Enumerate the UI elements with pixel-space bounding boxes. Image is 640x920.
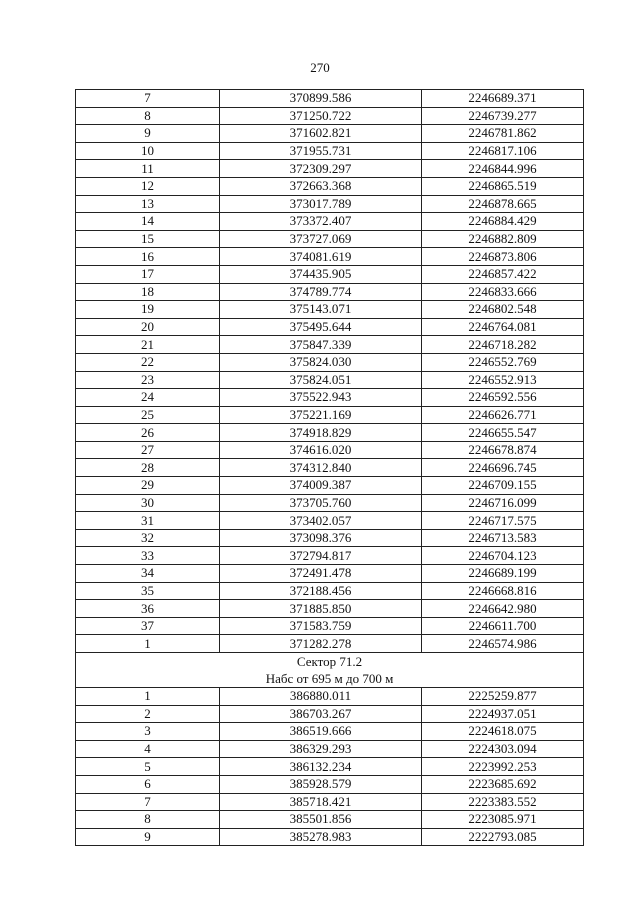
x-coordinate: 372188.456	[220, 582, 422, 600]
point-number: 17	[76, 265, 220, 283]
x-coordinate: 374789.774	[220, 283, 422, 301]
section-title-row	[76, 653, 584, 671]
y-coordinate: 2246574.986	[422, 635, 584, 653]
table-row	[76, 125, 584, 143]
x-coordinate: 373017.789	[220, 195, 422, 213]
table-row	[76, 828, 584, 846]
point-number: 4	[76, 740, 220, 758]
table-row	[76, 758, 584, 776]
table-row	[76, 283, 584, 301]
point-number: 9	[76, 125, 220, 143]
x-coordinate: 374009.387	[220, 477, 422, 495]
point-number: 32	[76, 529, 220, 547]
y-coordinate: 2224303.094	[422, 740, 584, 758]
x-coordinate: 372491.478	[220, 565, 422, 583]
table-row	[76, 740, 584, 758]
x-coordinate: 385928.579	[220, 775, 422, 793]
coordinates-table-part2	[76, 688, 584, 846]
y-coordinate: 2246642.980	[422, 600, 584, 618]
y-coordinate: 2223992.253	[422, 758, 584, 776]
point-number: 1	[76, 688, 220, 706]
y-coordinate: 2246865.519	[422, 177, 584, 195]
x-coordinate: 375143.071	[220, 301, 422, 319]
x-coordinate: 386519.666	[220, 723, 422, 741]
section-subtitle-row	[76, 670, 584, 688]
y-coordinate: 2223685.692	[422, 775, 584, 793]
table-row	[76, 529, 584, 547]
point-number: 15	[76, 230, 220, 248]
table-row	[76, 90, 584, 108]
table-row	[76, 301, 584, 319]
table-row	[76, 389, 584, 407]
y-coordinate: 2246884.429	[422, 213, 584, 231]
y-coordinate: 2246716.099	[422, 494, 584, 512]
table-row	[76, 635, 584, 653]
section-subtitle: Набс от 695 м до 700 м	[76, 670, 584, 688]
y-coordinate: 2246704.123	[422, 547, 584, 565]
y-coordinate: 2246873.806	[422, 248, 584, 266]
table-row	[76, 107, 584, 125]
section-title: Сектор 71.2	[76, 653, 584, 671]
x-coordinate: 386880.011	[220, 688, 422, 706]
point-number: 26	[76, 424, 220, 442]
y-coordinate: 2246817.106	[422, 142, 584, 160]
x-coordinate: 375221.169	[220, 406, 422, 424]
point-number: 2	[76, 705, 220, 723]
point-number: 37	[76, 617, 220, 635]
y-coordinate: 2225259.877	[422, 688, 584, 706]
x-coordinate: 373372.407	[220, 213, 422, 231]
x-coordinate: 371250.722	[220, 107, 422, 125]
point-number: 11	[76, 160, 220, 178]
point-number: 13	[76, 195, 220, 213]
y-coordinate: 2246739.277	[422, 107, 584, 125]
table-row	[76, 406, 584, 424]
y-coordinate: 2246552.769	[422, 353, 584, 371]
x-coordinate: 371602.821	[220, 125, 422, 143]
table-row	[76, 160, 584, 178]
table-row	[76, 547, 584, 565]
point-number: 5	[76, 758, 220, 776]
coordinates-table-part1	[76, 90, 584, 653]
point-number: 30	[76, 494, 220, 512]
y-coordinate: 2246857.422	[422, 265, 584, 283]
x-coordinate: 372794.817	[220, 547, 422, 565]
x-coordinate: 375824.030	[220, 353, 422, 371]
table-row	[76, 318, 584, 336]
point-number: 10	[76, 142, 220, 160]
x-coordinate: 373705.760	[220, 494, 422, 512]
x-coordinate: 375847.339	[220, 336, 422, 354]
y-coordinate: 2222793.085	[422, 828, 584, 846]
y-coordinate: 2246626.771	[422, 406, 584, 424]
x-coordinate: 385278.983	[220, 828, 422, 846]
x-coordinate: 372309.297	[220, 160, 422, 178]
point-number: 28	[76, 459, 220, 477]
x-coordinate: 371583.759	[220, 617, 422, 635]
y-coordinate: 2246781.862	[422, 125, 584, 143]
table-row	[76, 441, 584, 459]
table-row	[76, 512, 584, 530]
y-coordinate: 2246718.282	[422, 336, 584, 354]
table-row	[76, 177, 584, 195]
point-number: 7	[76, 90, 220, 108]
x-coordinate: 372663.368	[220, 177, 422, 195]
point-number: 8	[76, 107, 220, 125]
x-coordinate: 385501.856	[220, 811, 422, 829]
point-number: 20	[76, 318, 220, 336]
point-number: 35	[76, 582, 220, 600]
point-number: 24	[76, 389, 220, 407]
x-coordinate: 373402.057	[220, 512, 422, 530]
point-number: 31	[76, 512, 220, 530]
table-row	[76, 371, 584, 389]
x-coordinate: 386329.293	[220, 740, 422, 758]
table-row	[76, 195, 584, 213]
y-coordinate: 2246709.155	[422, 477, 584, 495]
point-number: 14	[76, 213, 220, 231]
point-number: 27	[76, 441, 220, 459]
table-row	[76, 617, 584, 635]
point-number: 6	[76, 775, 220, 793]
x-coordinate: 370899.586	[220, 90, 422, 108]
point-number: 7	[76, 793, 220, 811]
point-number: 29	[76, 477, 220, 495]
x-coordinate: 374081.619	[220, 248, 422, 266]
point-number: 16	[76, 248, 220, 266]
y-coordinate: 2246717.575	[422, 512, 584, 530]
table-row	[76, 688, 584, 706]
point-number: 9	[76, 828, 220, 846]
y-coordinate: 2246833.666	[422, 283, 584, 301]
point-number: 34	[76, 565, 220, 583]
y-coordinate: 2246764.081	[422, 318, 584, 336]
y-coordinate: 2246611.700	[422, 617, 584, 635]
x-coordinate: 374435.905	[220, 265, 422, 283]
table-row	[76, 793, 584, 811]
table-row	[76, 248, 584, 266]
y-coordinate: 2246689.199	[422, 565, 584, 583]
table-row	[76, 265, 584, 283]
coordinates-table	[75, 89, 584, 846]
section-header	[76, 653, 584, 688]
x-coordinate: 371885.850	[220, 600, 422, 618]
point-number: 25	[76, 406, 220, 424]
x-coordinate: 374918.829	[220, 424, 422, 442]
y-coordinate: 2246844.996	[422, 160, 584, 178]
table-row	[76, 142, 584, 160]
y-coordinate: 2223383.552	[422, 793, 584, 811]
x-coordinate: 373727.069	[220, 230, 422, 248]
y-coordinate: 2224937.051	[422, 705, 584, 723]
point-number: 23	[76, 371, 220, 389]
x-coordinate: 386703.267	[220, 705, 422, 723]
table-row	[76, 705, 584, 723]
y-coordinate: 2246878.665	[422, 195, 584, 213]
table-row	[76, 600, 584, 618]
point-number: 18	[76, 283, 220, 301]
point-number: 8	[76, 811, 220, 829]
x-coordinate: 375495.644	[220, 318, 422, 336]
y-coordinate: 2246696.745	[422, 459, 584, 477]
point-number: 12	[76, 177, 220, 195]
table-row	[76, 353, 584, 371]
page-number: 270	[310, 60, 330, 75]
point-number: 36	[76, 600, 220, 618]
y-coordinate: 2246713.583	[422, 529, 584, 547]
table-row	[76, 582, 584, 600]
point-number: 1	[76, 635, 220, 653]
table-row	[76, 230, 584, 248]
table-row	[76, 775, 584, 793]
x-coordinate: 375522.943	[220, 389, 422, 407]
point-number: 21	[76, 336, 220, 354]
y-coordinate: 2246678.874	[422, 441, 584, 459]
y-coordinate: 2246592.556	[422, 389, 584, 407]
y-coordinate: 2223085.971	[422, 811, 584, 829]
x-coordinate: 386132.234	[220, 758, 422, 776]
x-coordinate: 371955.731	[220, 142, 422, 160]
y-coordinate: 2224618.075	[422, 723, 584, 741]
y-coordinate: 2246552.913	[422, 371, 584, 389]
y-coordinate: 2246668.816	[422, 582, 584, 600]
table-row	[76, 336, 584, 354]
table-row	[76, 459, 584, 477]
x-coordinate: 371282.278	[220, 635, 422, 653]
table-row	[76, 213, 584, 231]
point-number: 22	[76, 353, 220, 371]
x-coordinate: 375824.051	[220, 371, 422, 389]
x-coordinate: 374616.020	[220, 441, 422, 459]
y-coordinate: 2246655.547	[422, 424, 584, 442]
y-coordinate: 2246882.809	[422, 230, 584, 248]
table-row	[76, 723, 584, 741]
point-number: 19	[76, 301, 220, 319]
y-coordinate: 2246689.371	[422, 90, 584, 108]
point-number: 33	[76, 547, 220, 565]
y-coordinate: 2246802.548	[422, 301, 584, 319]
x-coordinate: 374312.840	[220, 459, 422, 477]
table-row	[76, 811, 584, 829]
table-row	[76, 565, 584, 583]
point-number: 3	[76, 723, 220, 741]
table-row	[76, 477, 584, 495]
x-coordinate: 385718.421	[220, 793, 422, 811]
x-coordinate: 373098.376	[220, 529, 422, 547]
table-row	[76, 494, 584, 512]
table-row	[76, 424, 584, 442]
